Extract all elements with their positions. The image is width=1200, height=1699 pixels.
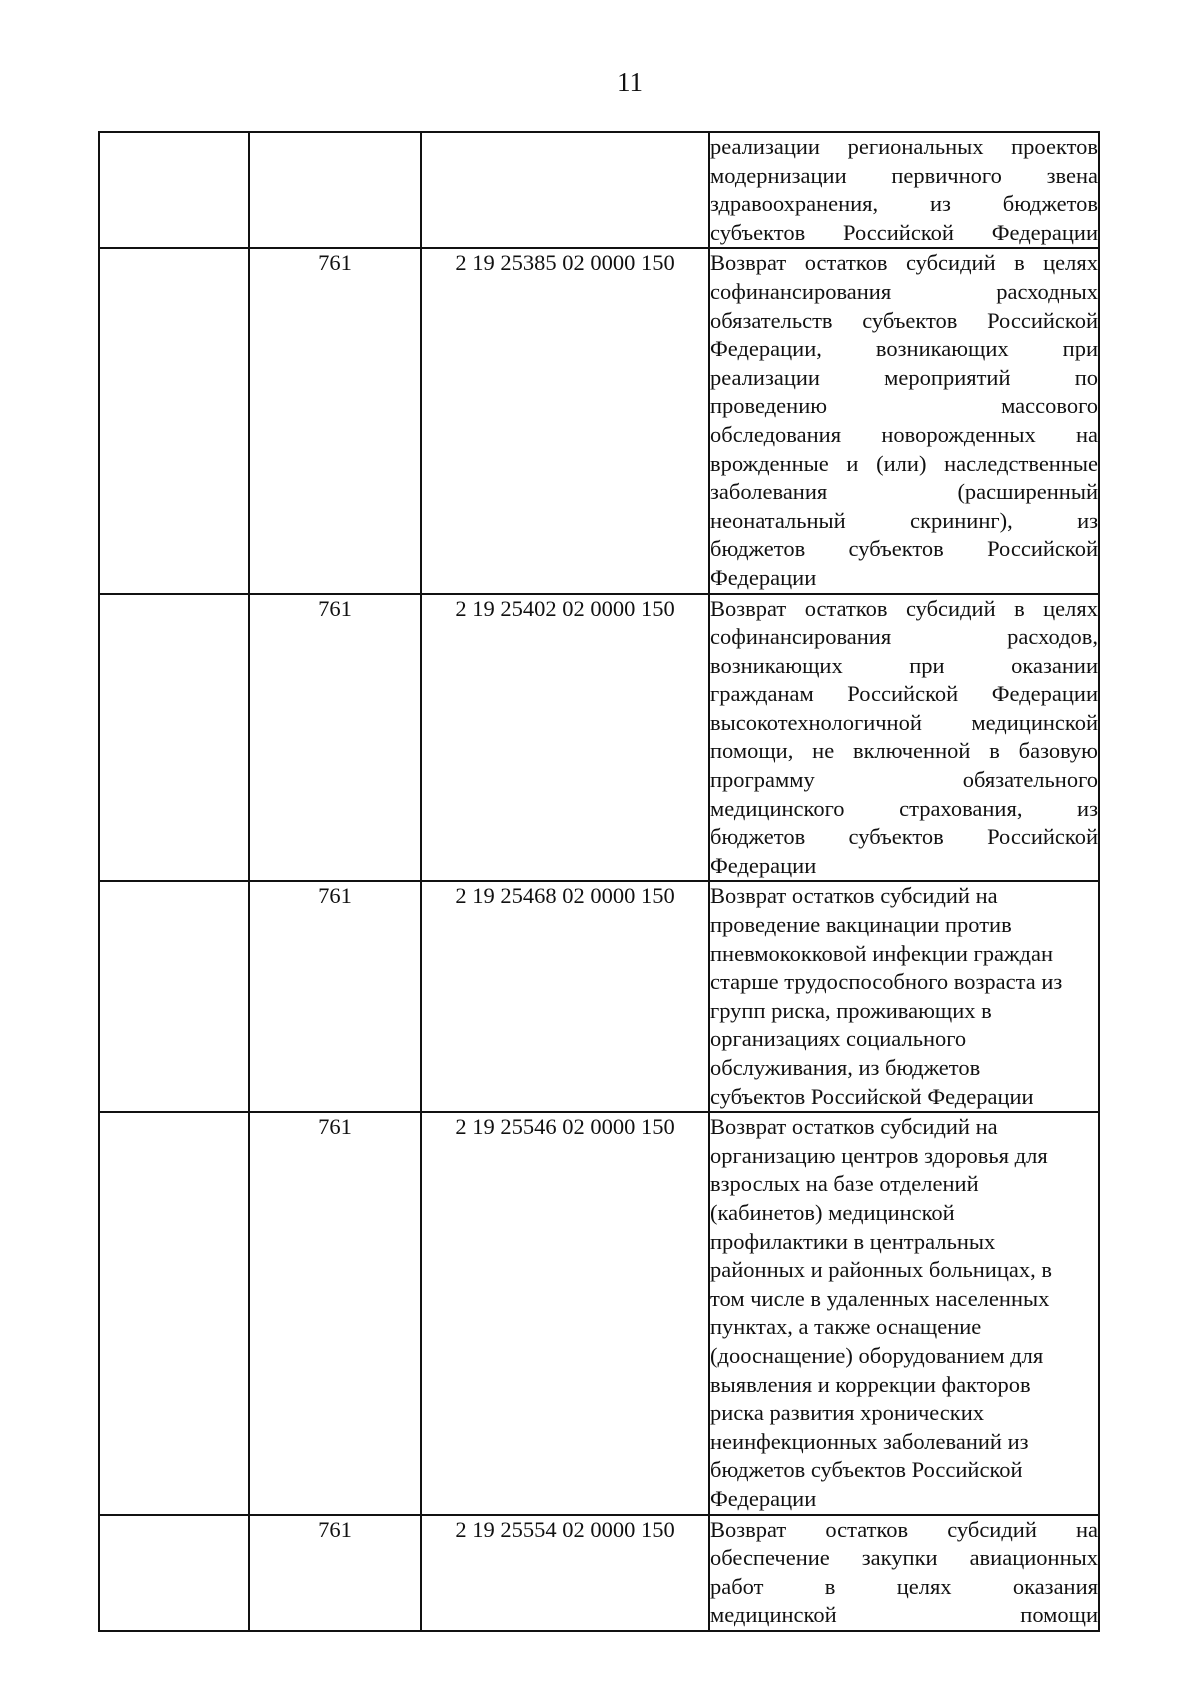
description-cell — [709, 594, 1099, 882]
description-line: районных и районных больницах, в — [710, 1257, 1052, 1283]
description-line: реализации региональных проектов — [710, 134, 1098, 159]
description-line: врожденные и (или) наследственные — [710, 450, 1098, 476]
description-line: (дооснащение) оборудованием для — [710, 1342, 1044, 1368]
description-line: Возврат остатков субсидий в целях — [710, 595, 1098, 621]
description-line: организациях социального — [710, 1026, 967, 1052]
table-row — [99, 881, 1099, 1112]
description-line: неонатальный скрининг), из — [710, 507, 1098, 533]
budget-code-cell: 2 19 25385 02 0000 150 — [421, 248, 709, 593]
blank-cell — [99, 1515, 249, 1631]
description-line: Возврат остатков субсидий в целях — [710, 250, 1098, 276]
budget-code-cell — [421, 132, 709, 248]
description-line: обязательств субъектов Российской — [710, 307, 1098, 333]
description-line: пунктах, а также оснащение — [710, 1314, 982, 1340]
description-line: возникающих при оказании — [710, 652, 1098, 678]
description-line: Федерации — [710, 1485, 817, 1511]
admin-code-cell: 761 — [249, 1515, 421, 1631]
table-body — [99, 132, 1099, 1631]
description-line: программу обязательного — [710, 767, 1098, 793]
description-line: Возврат остатков субсидий на — [710, 1516, 1098, 1542]
description-line: заболевания (расширенный — [710, 479, 1098, 505]
description-line: гражданам Российской Федерации — [710, 681, 1098, 707]
table-row — [99, 1515, 1099, 1631]
table-row — [99, 132, 1099, 248]
blank-cell — [99, 881, 249, 1112]
admin-code-cell: 761 — [249, 594, 421, 882]
description-line: Возврат остатков субсидий на — [710, 883, 998, 909]
description-cell — [709, 132, 1099, 248]
description-line: обеспечение закупки авиационных — [710, 1545, 1098, 1571]
description-line: (кабинетов) медицинской — [710, 1199, 955, 1225]
description-line: старше трудоспособного возраста из — [710, 969, 1063, 995]
description-line: проведению массового — [710, 393, 1098, 419]
description-line: работ в целях оказания — [710, 1573, 1098, 1599]
table-row — [99, 1112, 1099, 1514]
description-cell — [709, 1112, 1099, 1514]
admin-code-cell — [249, 132, 421, 248]
description-line: субъектов Российской Федерации — [710, 1083, 1034, 1109]
description-line: бюджетов субъектов Российской — [710, 1457, 1023, 1483]
description-line: Федерации — [710, 564, 817, 590]
description-line: организацию центров здоровья для — [710, 1142, 1048, 1168]
budget-code-cell: 2 19 25468 02 0000 150 — [421, 881, 709, 1112]
admin-code-cell: 761 — [249, 1112, 421, 1514]
description-line: софинансирования расходов, — [710, 624, 1098, 650]
description-cell — [709, 881, 1099, 1112]
blank-cell — [99, 132, 249, 248]
description-line: здравоохранения, из бюджетов — [710, 191, 1098, 217]
blank-cell — [99, 248, 249, 593]
budget-codes-table — [98, 131, 1100, 1632]
admin-code-cell: 761 — [249, 881, 421, 1112]
description-cell — [709, 1515, 1099, 1631]
description-line: том числе в удаленных населенных — [710, 1285, 1050, 1311]
description-line: медицинского страхования, из — [710, 795, 1098, 821]
budget-code-cell: 2 19 25546 02 0000 150 — [421, 1112, 709, 1514]
description-line: групп риска, проживающих в — [710, 997, 992, 1023]
description-line: медицинской помощи — [710, 1602, 1098, 1628]
description-line: бюджетов субъектов Российской — [710, 824, 1098, 850]
description-line: высокотехнологичной медицинской — [710, 709, 1098, 735]
blank-cell — [99, 1112, 249, 1514]
description-line: софинансирования расходных — [710, 278, 1098, 304]
description-line: взрослых на базе отделений — [710, 1171, 979, 1197]
description-line: модернизации первичного звена — [710, 162, 1098, 188]
description-line: Федерации — [710, 852, 817, 878]
description-line: обследования новорожденных на — [710, 421, 1098, 447]
description-line: проведение вакцинации против — [710, 912, 1012, 938]
description-line: неинфекционных заболеваний из — [710, 1428, 1029, 1454]
page-number: 11 — [617, 67, 643, 97]
description-line: помощи, не включенной в базовую — [710, 738, 1098, 764]
description-line: пневмококковой инфекции граждан — [710, 940, 1054, 966]
budget-code-cell: 2 19 25402 02 0000 150 — [421, 594, 709, 882]
admin-code-cell: 761 — [249, 248, 421, 593]
description-line: субъектов Российской Федерации — [710, 219, 1098, 245]
description-line: риска развития хронических — [710, 1400, 985, 1426]
budget-code-cell: 2 19 25554 02 0000 150 — [421, 1515, 709, 1631]
description-line: обслуживания, из бюджетов — [710, 1055, 981, 1080]
description-line: бюджетов субъектов Российской — [710, 536, 1098, 562]
blank-cell — [99, 594, 249, 882]
table-row — [99, 248, 1099, 593]
description-line: профилактики в центральных — [710, 1228, 996, 1254]
table-row — [99, 594, 1099, 882]
description-line: выявления и коррекции факторов — [710, 1371, 1031, 1397]
description-line: Федерации, возникающих при — [710, 336, 1098, 362]
description-line: Возврат остатков субсидий на — [710, 1114, 998, 1140]
description-cell — [709, 248, 1099, 593]
description-line: реализации мероприятий по — [710, 364, 1098, 390]
